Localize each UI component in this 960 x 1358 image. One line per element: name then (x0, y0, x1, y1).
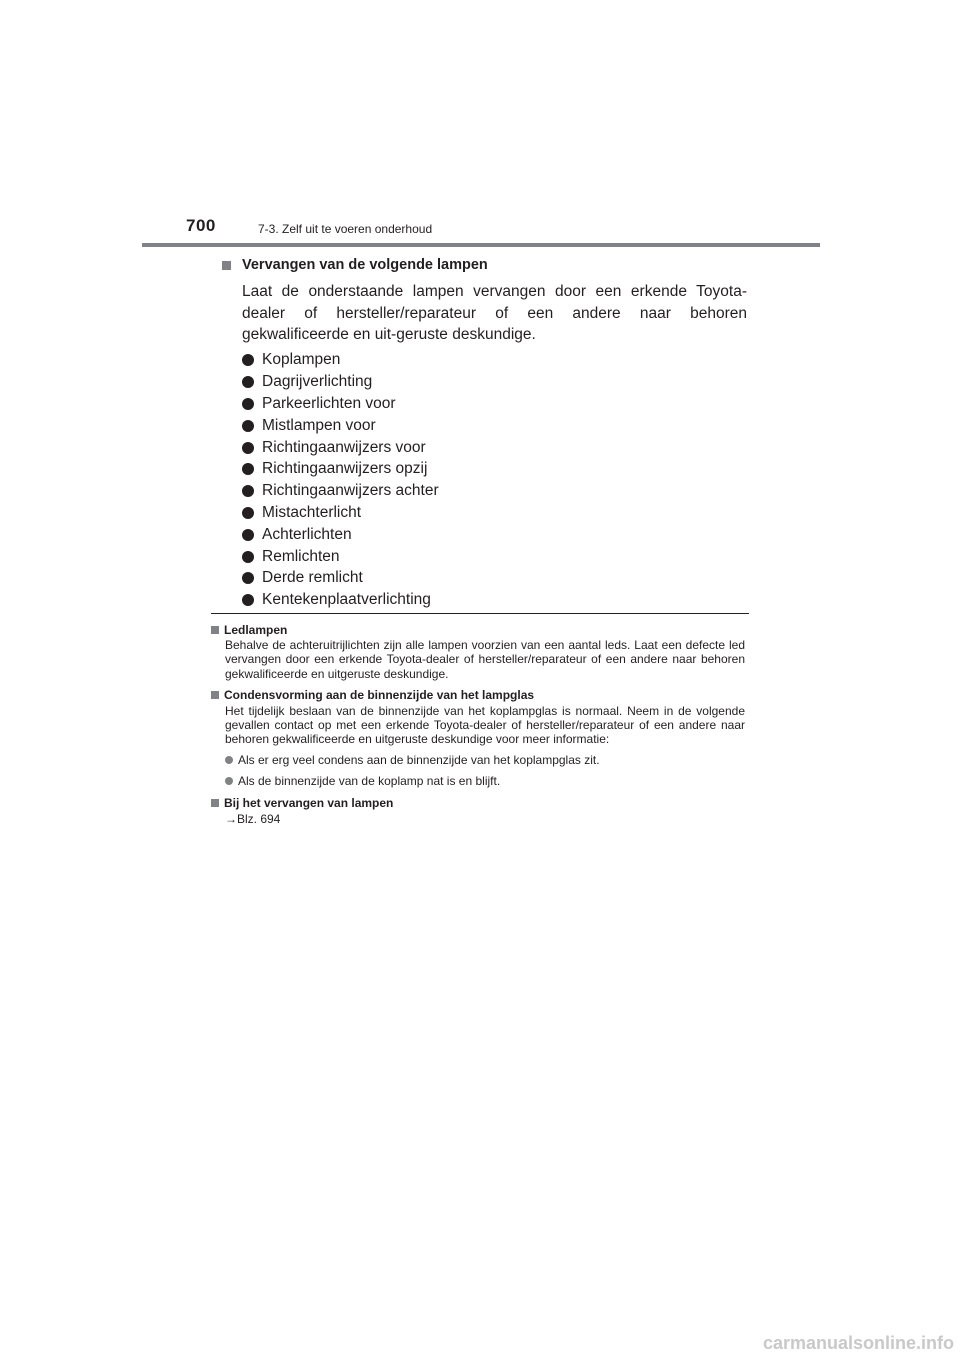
main-section (222, 255, 752, 611)
square-bullet-icon (211, 799, 219, 807)
list-item: Kentekenplaatverlichting (242, 589, 752, 611)
note-ledlampen (211, 621, 745, 681)
note-bullet: Als de binnenzijde van de koplamp nat is en blijft. (225, 773, 745, 789)
bullet-icon (242, 594, 254, 606)
page-number: 700 (186, 216, 216, 235)
bullet-icon (242, 420, 254, 432)
lamp-list (242, 350, 752, 612)
list-item: Mistlampen voor (242, 415, 752, 437)
list-item: Parkeerlichten voor (242, 393, 752, 415)
header-rule (142, 243, 820, 247)
bullet-icon (242, 507, 254, 519)
list-item: Achterlichten (242, 524, 752, 546)
square-bullet-icon (211, 691, 219, 699)
note-heading: Condensvorming aan de binnenzijde van het lampglas (211, 687, 745, 704)
bullet-icon (242, 398, 254, 410)
bullet-icon (225, 756, 233, 764)
main-heading-text: Vervangen van de volgende lampen (242, 257, 488, 273)
bullet-icon (242, 442, 254, 454)
note-vervangen (211, 795, 745, 828)
bullet-icon (242, 463, 254, 475)
note-body: Het tijdelijk beslaan van de binnenzijde van het koplampglas is normaal. Neem in de volgende gevallen contact op met een erkende Toyota-dealer of hersteller/reparateur of een andere naar behoren gekwalificeerde en uitgeruste deskundige voor meer informatie: (225, 703, 745, 747)
bullet-icon (242, 485, 254, 497)
section-title: 7-3. Zelf uit te voeren onderhoud (258, 222, 433, 236)
page-reference-link[interactable]: Blz. 694 (237, 811, 281, 826)
list-item: Richtingaanwijzers opzij (242, 458, 752, 480)
square-bullet-icon (211, 626, 219, 634)
list-item: Richtingaanwijzers voor (242, 437, 752, 459)
arrow-icon: → (225, 811, 237, 826)
list-item: Koplampen (242, 350, 752, 372)
page-reference (225, 812, 745, 828)
note-condensvorming (211, 687, 745, 789)
main-paragraph: Laat de onderstaande lampen vervangen door een erkende Toyota-dealer of hersteller/reparateur of een andere naar behoren gekwalificeerde en uit-geruste deskundige. (242, 283, 747, 343)
note-heading: Ledlampen (211, 621, 745, 638)
bullet-icon (242, 376, 254, 388)
bullet-icon (242, 572, 254, 584)
main-heading (222, 255, 752, 275)
square-bullet-icon (222, 261, 231, 270)
list-item: Remlichten (242, 546, 752, 568)
list-item: Derde remlicht (242, 567, 752, 589)
list-item: Richtingaanwijzers achter (242, 480, 752, 502)
bullet-icon (225, 777, 233, 785)
list-item: Dagrijverlichting (242, 371, 752, 393)
bullet-icon (242, 354, 254, 366)
note-bullet: Als er erg veel condens aan de binnenzijde van het koplampglas zit. (225, 752, 745, 768)
list-item: Mistachterlicht (242, 502, 752, 524)
notes-divider (211, 613, 749, 614)
bullet-icon (242, 551, 254, 563)
notes-section (211, 621, 745, 834)
note-body: Behalve de achteruitrijlichten zijn alle lampen voorzien van een aantal leds. Laat een defecte led vervangen door een erkende Toyota-dealer of hersteller/reparateur of een andere naar behoren gekwalificeerde en uitgeruste deskundige. (225, 638, 745, 681)
note-heading: Bij het vervangen van lampen (211, 795, 745, 812)
bullet-icon (242, 529, 254, 541)
watermark: carmanualsonline.info (762, 1333, 954, 1353)
